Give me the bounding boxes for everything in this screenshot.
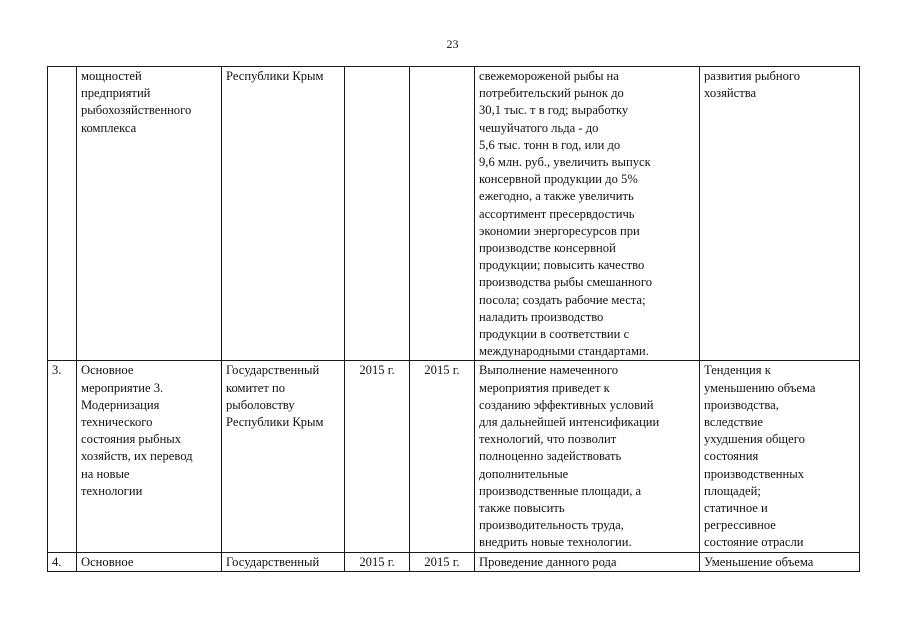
cell-text-line: Республики Крым (226, 69, 324, 83)
cell-text-line: площадей; (704, 483, 761, 498)
cell-text-line: производственные площади, а (479, 483, 642, 498)
cell-text-line: Республики Крым (226, 415, 324, 430)
cell-text-line: 4. (52, 554, 62, 569)
cell-text-line: технического (81, 415, 153, 430)
table-row (48, 361, 860, 552)
start-year-cell (345, 67, 410, 361)
expected-result-cell (475, 67, 700, 361)
executor-cell (222, 67, 345, 361)
cell-text-line: предприятий (81, 86, 151, 101)
cell-text-line: комитет по (226, 380, 286, 395)
consequence-cell (700, 361, 860, 552)
start-year-cell (345, 552, 410, 571)
cell-text-line: наладить производство (479, 309, 604, 324)
measure-cell (77, 67, 222, 361)
cell-text-line: 30,1 тыс. т в год; выработку (479, 103, 629, 118)
row-number-cell (48, 361, 77, 552)
measure-cell (77, 361, 222, 552)
cell-text-line: продукции; повысить качество (479, 258, 645, 273)
consequence-cell (700, 67, 860, 361)
cell-text-line: свежемороженой рыбы на (479, 69, 619, 83)
cell-text-line: ассортимент пресервдостичь (479, 206, 635, 221)
cell-text-line: ухудшения общего (704, 432, 805, 447)
cell-text-line: регрессивное (704, 518, 776, 533)
cell-text-line: дополнительные (479, 466, 569, 481)
table-body (48, 67, 860, 572)
cell-text-line: Государственный (226, 363, 320, 378)
cell-text-line: также повысить (479, 501, 565, 516)
cell-text-line: 2015 г. (359, 554, 395, 569)
cell-text-line: рыболовству (226, 397, 295, 412)
end-year-cell (410, 67, 475, 361)
cell-text-line: 9,6 млн. руб., увеличить выпуск (479, 155, 651, 170)
cell-text-line: производстве консервной (479, 241, 616, 256)
cell-text-line: состояния (704, 449, 759, 464)
row-number-cell (48, 552, 77, 571)
cell-text-line: 2015 г. (424, 363, 460, 378)
cell-text-line: 3. (52, 363, 62, 378)
cell-text-line: состояние отрасли (704, 535, 804, 550)
cell-text-line: консервной продукции до 5% (479, 172, 638, 187)
cell-text-line: чешуйчатого льда - до (479, 120, 599, 135)
cell-text-line: для дальнейшей интенсификации (479, 415, 660, 430)
expected-result-cell (475, 361, 700, 552)
cell-text-line: состояния рыбных (81, 432, 182, 447)
table-row (48, 552, 860, 571)
cell-text-line: полноценно задействовать (479, 449, 622, 464)
cell-text-line: статичное и (704, 501, 768, 516)
cell-text-line: 2015 г. (359, 363, 395, 378)
cell-text-line: Модернизация (81, 397, 160, 412)
cell-text-line: 5,6 тыс. тонн в год, или до (479, 137, 621, 152)
cell-text-line: производства рыбы смешанного (479, 275, 652, 290)
cell-text-line: Основное (81, 554, 134, 569)
executor-cell (222, 552, 345, 571)
start-year-cell (345, 361, 410, 552)
row-number-cell (48, 67, 77, 361)
cell-text-line: ежегодно, а также увеличить (479, 189, 634, 204)
cell-text-line: созданию эффективных условий (479, 397, 654, 412)
cell-text-line: Тенденция к (704, 363, 771, 378)
measure-cell (77, 552, 222, 571)
cell-text-line: потребительский рынок до (479, 86, 624, 101)
cell-text-line: Проведение данного рода (479, 554, 617, 569)
end-year-cell (410, 552, 475, 571)
cell-text-line: рыбохозяйственного (81, 103, 192, 118)
cell-text-line: экономии энергоресурсов при (479, 223, 640, 238)
cell-text-line: развития рыбного (704, 69, 801, 83)
cell-text-line: мероприятия приведет к (479, 380, 610, 395)
cell-text-line: производительность труда, (479, 518, 624, 533)
cell-text-line: уменьшению объема (704, 380, 816, 395)
end-year-cell (410, 361, 475, 552)
cell-text-line: международными стандартами. (479, 344, 649, 359)
cell-text-line: мощностей (81, 69, 142, 83)
program-measures-table (47, 66, 860, 572)
executor-cell (222, 361, 345, 552)
consequence-cell (700, 552, 860, 571)
cell-text-line: технологий, что позволит (479, 432, 617, 447)
cell-text-line: Государственный (226, 554, 320, 569)
cell-text-line: технологии (81, 483, 143, 498)
cell-text-line: 2015 г. (424, 554, 460, 569)
table-row (48, 67, 860, 361)
cell-text-line: Уменьшение объема (704, 554, 814, 569)
cell-text-line: хозяйства (704, 86, 757, 101)
cell-text-line: на новые (81, 466, 130, 481)
page-number: 23 (446, 37, 459, 51)
cell-text-line: производственных (704, 466, 805, 481)
expected-result-cell (475, 552, 700, 571)
cell-text-line: продукции в соответствии с (479, 327, 630, 342)
cell-text-line: Выполнение намеченного (479, 363, 618, 378)
cell-text-line: комплекса (81, 120, 137, 135)
cell-text-line: производства, (704, 397, 779, 412)
cell-text-line: внедрить новые технологии. (479, 535, 632, 550)
cell-text-line: посола; создать рабочие места; (479, 292, 646, 307)
cell-text-line: Основное (81, 363, 134, 378)
cell-text-line: хозяйств, их перевод (81, 449, 193, 464)
cell-text-line: мероприятие 3. (81, 380, 164, 395)
cell-text-line: вследствие (704, 415, 763, 430)
